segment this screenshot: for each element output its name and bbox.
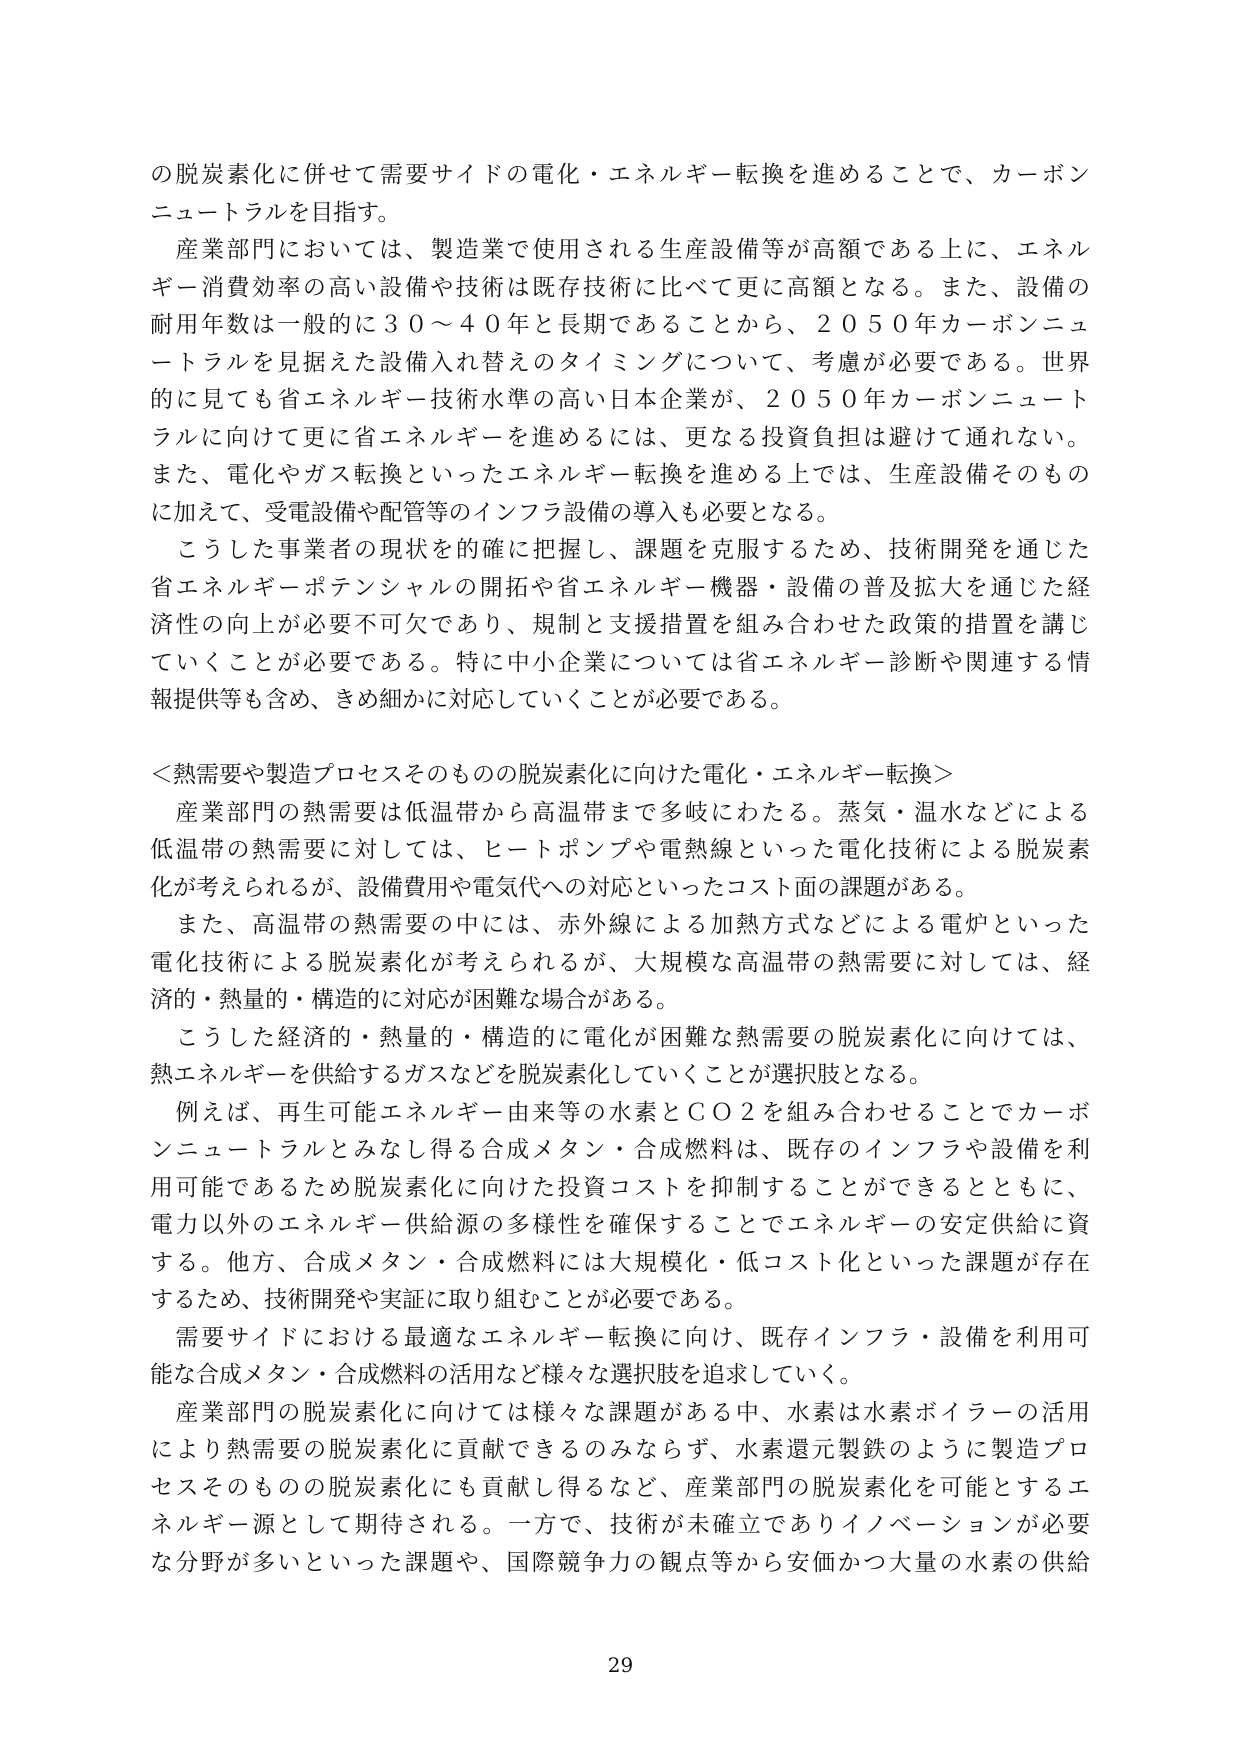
text-line: ギー消費効率の高い設備や技術は既存技術に比べて更に高額となる。また、設備の xyxy=(150,274,1091,301)
text-line: 産業部門の熱需要は低温帯から高温帯まで多岐にわたる。蒸気・温水などによる xyxy=(150,799,1091,826)
text-line: に加えて、受電設備や配管等のインフラ設備の導入も必要となる。 xyxy=(150,499,840,526)
text-line: ＜熱需要や製造プロセスそのものの脱炭素化に向けた電化・エネルギー転換＞ xyxy=(150,762,955,788)
text-line: 産業部門においては、製造業で使用される生産設備等が高額である上に、エネル xyxy=(150,237,1091,263)
text-line: ンニュートラルとみなし得る合成メタン・合成燃料は、既存のインフラや設備を利 xyxy=(150,1137,1090,1163)
text-line: また、電化やガス転換といったエネルギー転換を進める上では、生産設備そのもの xyxy=(150,462,1091,488)
text-line: ラルに向けて更に省エネルギーを進めるには、更なる投資負担は避けて通れない。 xyxy=(150,424,1090,451)
text-line: 化が考えられるが、設備費用や電気代への対応といったコスト面の課題がある。 xyxy=(150,874,978,901)
text-line: ていくことが必要である。特に中小企業については省エネルギー診断や関連する情 xyxy=(150,649,1090,676)
text-line: こうした経済的・熱量的・構造的に電化が困難な熱需要の脱炭素化に向けては、 xyxy=(150,1024,1090,1051)
body-text xyxy=(150,157,1090,1582)
text-line: な分野が多いといった課題や、国際競争力の観点等から安価かつ大量の水素の供給 xyxy=(150,1549,1090,1576)
paragraph xyxy=(150,157,1090,232)
text-line: 耐用年数は一般的に３０〜４０年と長期であることから、２０５０年カーボンニュ xyxy=(150,312,1090,338)
text-line: 例えば、再生可能エネルギー由来等の水素とＣＯ２を組み合わせることでカーボ xyxy=(150,1099,1091,1126)
text-line: 報提供等も含め、きめ細かに対応していくことが必要である。 xyxy=(150,687,794,713)
text-line: 熱エネルギーを供給するガスなどを脱炭素化していくことが選択肢となる。 xyxy=(150,1062,932,1088)
text-line: 電化技術による脱炭素化が考えられるが、大規模な高温帯の熱需要に対しては、経 xyxy=(150,949,1091,976)
text-line: により熱需要の脱炭素化に貢献できるのみならず、水素還元製鉄のように製造プロ xyxy=(150,1437,1090,1463)
text-line: こうした事業者の現状を的確に把握し、課題を克服するため、技術開発を通じた xyxy=(150,537,1090,563)
text-line: ニュートラルを目指す。 xyxy=(150,199,401,226)
text-line: 産業部門の脱炭素化に向けては様々な課題がある中、水素は水素ボイラーの活用 xyxy=(150,1399,1090,1426)
text-line: セスそのものの脱炭素化にも貢献し得るなど、産業部門の脱炭素化を可能とするエ xyxy=(150,1474,1091,1501)
paragraph xyxy=(150,1095,1090,1320)
paragraph xyxy=(150,1395,1090,1583)
text-line: 低温帯の熱需要に対しては、ヒートポンプや電熱線といった電化技術による脱炭素 xyxy=(150,837,1090,863)
text-line: 電力以外のエネルギー供給源の多様性を確保することでエネルギーの安定供給に資 xyxy=(150,1212,1091,1238)
text-line: 能な合成メタン・合成燃料の活用など様々な選択肢を追求していく。 xyxy=(150,1362,863,1388)
text-line: するため、技術開発や実証に取り組むことが必要である。 xyxy=(150,1287,748,1313)
text-line: 需要サイドにおける最適なエネルギー転換に向け、既存インフラ・設備を利用可 xyxy=(150,1324,1090,1351)
text-line: 用可能であるため脱炭素化に向けた投資コストを抑制することができるとともに、 xyxy=(150,1174,1090,1201)
paragraph xyxy=(150,795,1090,908)
text-line: 済的・熱量的・構造的に対応が困難な場合がある。 xyxy=(150,987,679,1013)
page-number: 29 xyxy=(607,1653,634,1677)
text-line: の脱炭素化に併せて需要サイドの電化・エネルギー転換を進めることで、カーボン xyxy=(150,162,1090,188)
text-line: 済性の向上が必要不可欠であり、規制と支援措置を組み合わせた政策的措置を講じ xyxy=(150,612,1091,638)
text-line: ートラルを見据えた設備入れ替えのタイミングについて、考慮が必要である。世界 xyxy=(150,349,1090,376)
text-line: 省エネルギーポテンシャルの開拓や省エネルギー機器・設備の普及拡大を通じた経 xyxy=(150,574,1090,601)
paragraph xyxy=(150,1320,1090,1395)
paragraph xyxy=(150,532,1090,720)
text-line: する。他方、合成メタン・合成燃料には大規模化・低コスト化といった課題が存在 xyxy=(150,1249,1091,1276)
section-heading xyxy=(150,757,1090,795)
paragraph xyxy=(150,1020,1090,1095)
text-line: 的に見ても省エネルギー技術水準の高い日本企業が、２０５０年カーボンニュート xyxy=(150,387,1091,413)
text-line: また、高温帯の熱需要の中には、赤外線による加熱方式などによる電炉といった xyxy=(150,912,1090,938)
paragraph-gap xyxy=(150,720,1090,758)
paragraph xyxy=(150,232,1090,532)
paragraph xyxy=(150,907,1090,1020)
text-line: ネルギー源として期待される。一方で、技術が未確立でありイノベーションが必要 xyxy=(150,1512,1090,1538)
